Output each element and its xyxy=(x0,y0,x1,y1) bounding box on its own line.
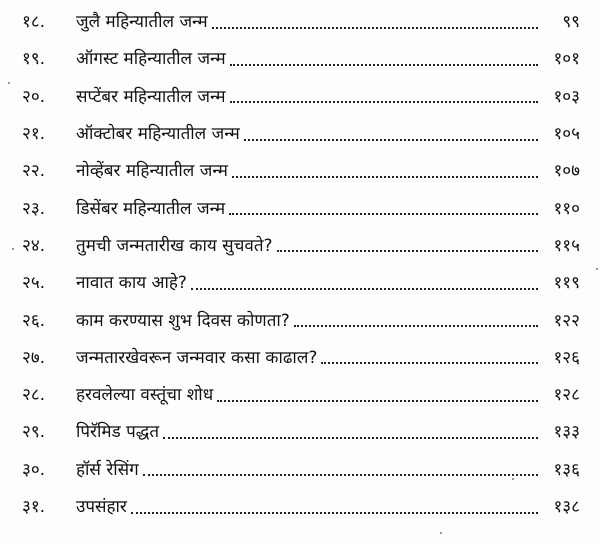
entry-number: २९. xyxy=(22,422,46,443)
entry-page-number: १०७ xyxy=(553,161,580,182)
dot-leader xyxy=(244,139,538,141)
dot-leader xyxy=(277,250,538,252)
toc-entry xyxy=(16,265,582,302)
entry-title: काम करण्यास शुभ दिवस कोणता? xyxy=(76,310,290,331)
entry-number: १८. xyxy=(22,12,46,33)
dot-leader xyxy=(294,325,538,327)
dot-leader xyxy=(131,512,538,514)
entry-page-number: ११५ xyxy=(553,235,580,256)
toc-entry xyxy=(16,4,582,41)
toc-entry xyxy=(16,153,582,190)
toc-entry xyxy=(16,489,582,526)
entry-page-number: १०१ xyxy=(553,49,580,70)
entry-title: सप्टेंबर महिन्यातील जन्म xyxy=(76,86,226,107)
scan-speck xyxy=(596,268,598,270)
entry-title: डिसेंबर महिन्यातील जन्म xyxy=(76,198,226,219)
entry-page-number: १२६ xyxy=(553,347,580,368)
entry-number: २१. xyxy=(22,124,46,145)
entry-title: तुमची जन्मतारीख काय सुचवते? xyxy=(76,235,273,256)
entry-number: २४. xyxy=(22,235,46,256)
toc-entry xyxy=(16,41,582,78)
entry-page-number: ११० xyxy=(553,198,580,219)
entry-title: पिरॅमिड पद्धत xyxy=(76,422,160,443)
entry-title: जन्मतारखेवरून जन्मवार कसा काढाल? xyxy=(76,347,318,368)
entry-number: २७. xyxy=(22,347,46,368)
entry-number: ३०. xyxy=(22,459,46,480)
scan-speck xyxy=(12,248,14,250)
toc-entry xyxy=(16,302,582,339)
entry-page-number: १३३ xyxy=(553,422,580,443)
entry-title: हॉर्स रेसिंग xyxy=(76,459,139,480)
entry-page-number: १३६ xyxy=(553,459,580,480)
entry-page-number: ११९ xyxy=(553,273,580,294)
entry-page-number: १२२ xyxy=(553,310,580,331)
toc-entry xyxy=(16,79,582,116)
entry-title: उपसंहार xyxy=(76,497,127,517)
entry-title: नोव्हेंबर महिन्यातील जन्म xyxy=(76,161,228,182)
toc-entry xyxy=(16,190,582,227)
entry-number: ३१. xyxy=(22,497,46,517)
dot-leader xyxy=(232,176,538,178)
entry-number: २२. xyxy=(22,161,46,182)
toc-entry xyxy=(16,452,582,489)
dot-leader xyxy=(163,437,538,439)
dot-leader xyxy=(212,27,538,29)
scan-speck xyxy=(440,532,442,534)
toc-entry xyxy=(16,414,582,451)
entry-title: हरवलेल्या वस्तूंचा शोध xyxy=(76,385,214,406)
dot-leader xyxy=(321,362,538,364)
entry-page-number: १०५ xyxy=(553,124,580,145)
entry-number: २३. xyxy=(22,198,46,219)
dot-leader xyxy=(217,400,538,402)
scan-speck xyxy=(512,478,514,480)
scan-speck xyxy=(8,82,10,84)
table-of-contents xyxy=(16,4,582,526)
dot-leader xyxy=(143,474,538,476)
toc-entry xyxy=(16,340,582,377)
entry-number: २८. xyxy=(22,385,46,406)
entry-page-number: १२८ xyxy=(553,385,580,406)
toc-entry xyxy=(16,228,582,265)
entry-page-number: ९९ xyxy=(562,12,580,33)
dot-leader xyxy=(229,213,538,215)
entry-number: २५. xyxy=(22,273,46,294)
dot-leader xyxy=(230,101,538,103)
toc-entry xyxy=(16,377,582,414)
toc-entry xyxy=(16,116,582,153)
entry-title: ऑक्टोबर महिन्यातील जन्म xyxy=(76,124,240,145)
entry-number: २६. xyxy=(22,310,46,331)
dot-leader xyxy=(230,64,538,66)
entry-title: नावात काय आहे? xyxy=(76,273,187,294)
entry-title: जुलै महिन्यातील जन्म xyxy=(76,12,208,33)
entry-page-number: १३८ xyxy=(553,497,580,517)
entry-number: २०. xyxy=(22,86,46,107)
entry-title: ऑगस्ट महिन्यातील जन्म xyxy=(76,49,226,70)
entry-page-number: १०३ xyxy=(553,86,580,107)
dot-leader xyxy=(191,288,538,290)
entry-number: १९. xyxy=(22,49,46,70)
